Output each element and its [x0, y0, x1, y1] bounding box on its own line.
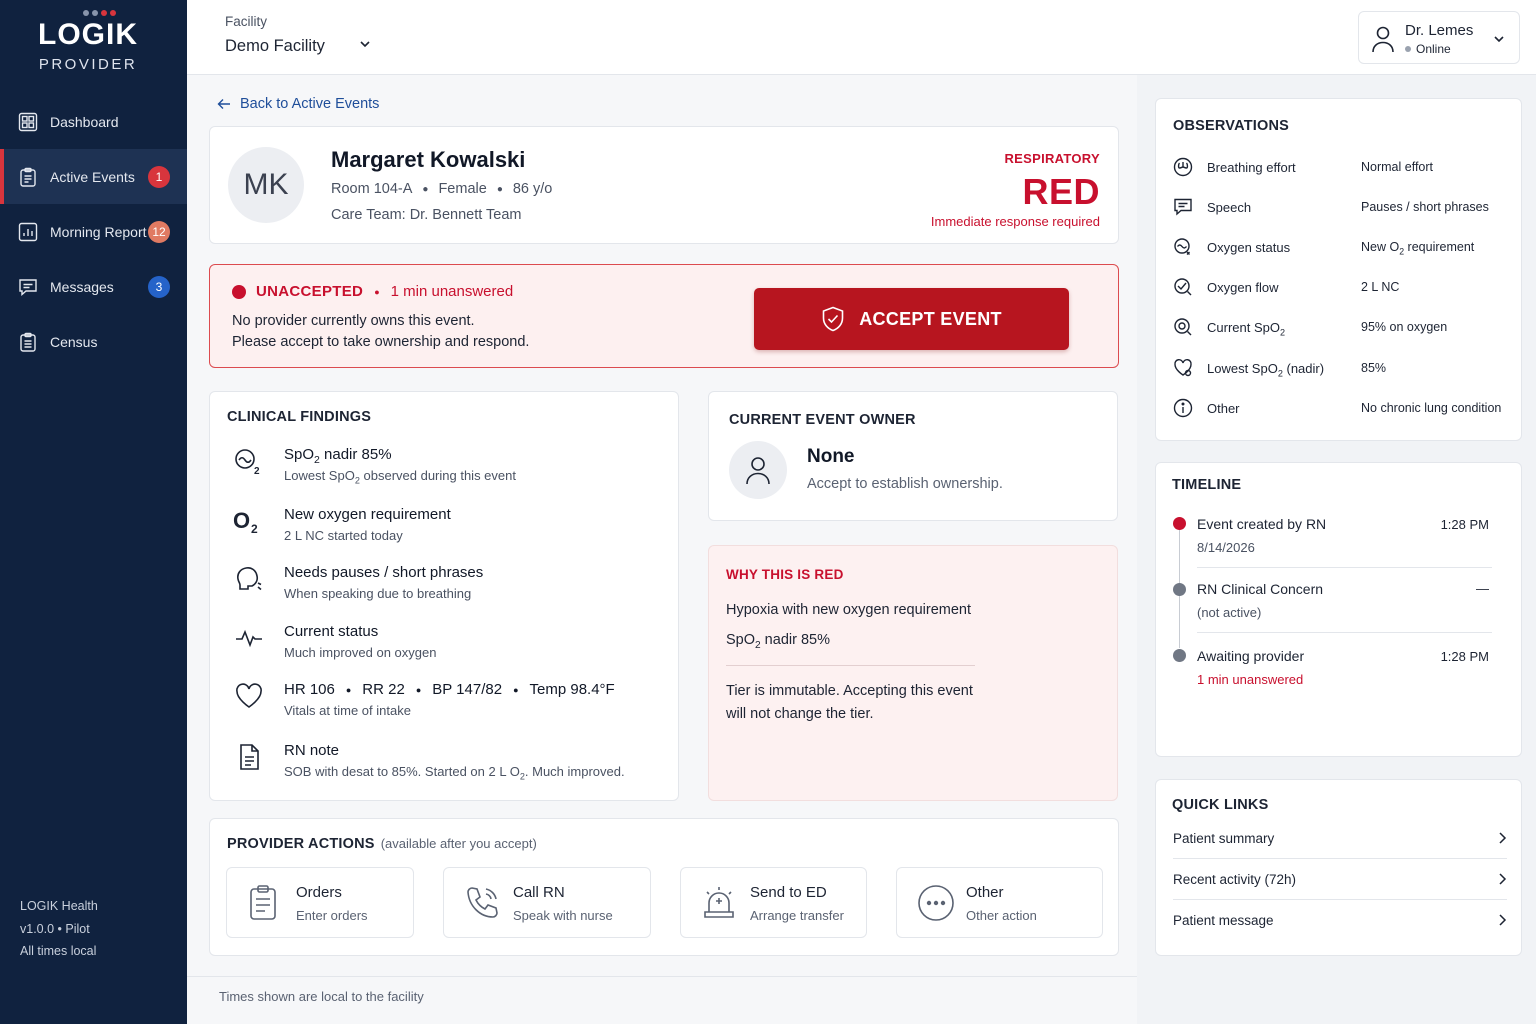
user-name: Dr. Lemes	[1405, 22, 1474, 39]
alert-header: UNACCEPTED ● 1 min unanswered	[232, 283, 513, 300]
divider	[1197, 632, 1492, 633]
owner-sub: Accept to establish ownership.	[807, 476, 1003, 492]
dashboard-icon	[18, 112, 38, 132]
user-icon	[1371, 25, 1395, 53]
action-desc: Enter orders	[296, 908, 368, 923]
finding-sub: Lowest SpO$_2$ observed during this event	[284, 468, 516, 486]
finding-status	[232, 623, 436, 660]
provider-actions-card	[209, 818, 1119, 956]
patient-card	[209, 126, 1119, 244]
finding-title: New oxygen requirement	[284, 506, 451, 523]
facility-select[interactable]: Demo Facility	[225, 37, 325, 55]
vital-rr: RR 22	[362, 681, 405, 698]
alert-status: UNACCEPTED	[256, 283, 364, 300]
user-status	[1405, 42, 1451, 56]
morning-report-badge: 12	[148, 221, 170, 243]
shield-check-icon	[821, 306, 845, 332]
observation-value: New $O_2$ requirement	[1361, 240, 1475, 257]
info-icon	[1173, 398, 1193, 418]
lungs-icon	[1173, 157, 1193, 177]
sidebar-nav	[0, 94, 187, 369]
orders-clipboard-icon	[247, 884, 279, 922]
divider	[1197, 567, 1492, 568]
heart-spo2-icon	[1173, 358, 1193, 378]
vital-temp: Temp 98.4°F	[529, 681, 615, 698]
finding-rn-note	[232, 742, 625, 782]
finding-oxygen	[232, 506, 451, 543]
observation-value: 95% on oxygen	[1361, 320, 1448, 334]
messages-badge: 3	[148, 276, 170, 298]
finding-vitals	[232, 681, 615, 718]
tier-note: Immediate response required	[930, 214, 1100, 229]
finding-sub: Vitals at time of intake	[284, 703, 411, 718]
quick-link-label: Patient summary	[1173, 830, 1275, 846]
timeline-event-sub: 1 min unanswered	[1197, 672, 1304, 687]
finding-sub: Much improved on oxygen	[284, 645, 437, 660]
timeline-card	[1155, 462, 1522, 757]
sidebar-item-label: Dashboard	[50, 113, 119, 130]
patient-room: Room 104-A	[331, 181, 413, 197]
chevron-right-icon	[1497, 913, 1507, 927]
spo2-icon	[232, 446, 266, 480]
arrow-left-icon	[217, 98, 231, 110]
times-note: All times local	[20, 944, 97, 958]
alert-line-1: No provider currently owns this event.	[232, 313, 475, 329]
owner-name: None	[807, 446, 855, 467]
patient-sex: Female	[438, 181, 487, 197]
clinical-findings-title: CLINICAL FINDINGS	[227, 409, 372, 425]
heart-icon	[232, 681, 266, 715]
quick-links-card	[1155, 779, 1522, 956]
finding-sub: 2 L NC started today	[284, 528, 403, 543]
timeline-event-sub: 8/14/2026	[1197, 540, 1255, 555]
page-footer	[187, 976, 1137, 1024]
tier-level: RED	[1022, 171, 1100, 212]
org-name: LOGIK Health	[20, 899, 98, 913]
tier-category: RESPIRATORY	[1004, 151, 1100, 166]
ambulance-siren-icon	[701, 884, 737, 922]
pulse-icon	[232, 623, 266, 657]
oxygen-flow-icon	[1173, 277, 1193, 297]
chevron-right-icon	[1497, 831, 1507, 845]
quick-link-patient-message[interactable]	[1173, 900, 1507, 940]
top-bar	[187, 0, 1536, 75]
finding-title: Needs pauses / short phrases	[284, 564, 484, 581]
finding-title: SpO$_2$ nadir 85%	[284, 446, 392, 466]
observation-value: No chronic lung condition	[1361, 401, 1502, 415]
why-red-note-1: Tier is immutable. Accepting this event	[726, 683, 973, 699]
unaccepted-alert	[209, 264, 1119, 368]
action-desc: Speak with nurse	[513, 908, 613, 923]
finding-title: RN note	[284, 742, 340, 759]
timeline-event-title: Awaiting provider	[1197, 648, 1305, 664]
alert-status-dot	[232, 285, 246, 299]
timeline-dot-gray	[1173, 583, 1186, 596]
facility-label: Facility	[225, 14, 268, 29]
observation-row	[1173, 317, 1518, 337]
vitals-line: HR 106 ● RR 22 ● BP 147/82 ● Temp 98.4°F	[284, 681, 615, 698]
observation-value: 85%	[1361, 361, 1387, 375]
observation-row	[1173, 157, 1518, 177]
observation-value: 2 L NC	[1361, 280, 1400, 294]
logo-word: LOGIK	[38, 18, 138, 51]
timeline-event-time: 1:28 PM	[1440, 649, 1489, 664]
svg-text:2: 2	[251, 522, 258, 536]
sidebar-item-morning-report[interactable]	[0, 204, 187, 259]
clinical-findings-card	[209, 391, 679, 801]
observation-label: Speech	[1207, 199, 1252, 215]
finding-sub: When speaking due to breathing	[284, 586, 472, 601]
patient-care-team: Care Team: Dr. Bennett Team	[331, 207, 522, 223]
action-other[interactable]	[896, 867, 1103, 938]
observation-value: Normal effort	[1361, 160, 1434, 174]
phone-icon	[464, 884, 502, 922]
status-dot	[1405, 46, 1411, 52]
timeline-event-time: 1:28 PM	[1440, 517, 1489, 532]
action-name: Send to ED	[750, 884, 827, 901]
chevron-right-icon	[1497, 872, 1507, 886]
observations-title: OBSERVATIONS	[1173, 118, 1289, 134]
user-icon	[744, 455, 772, 485]
provider-actions-subtitle: (available after you accept)	[380, 836, 537, 851]
patient-avatar: MK	[228, 147, 304, 223]
back-link-label: Back to Active Events	[240, 96, 380, 112]
quick-link-patient-summary[interactable]	[1173, 818, 1507, 858]
why-red-title: WHY THIS IS RED	[726, 567, 844, 582]
user-status-text: Online	[1416, 42, 1451, 56]
current-spo2-icon	[1173, 317, 1193, 337]
provider-actions-title: PROVIDER ACTIONS (available after you accept)	[227, 836, 537, 852]
observation-label: Breathing effort	[1207, 159, 1296, 175]
sidebar-item-label: Messages	[50, 278, 114, 295]
sidebar-item-census[interactable]	[0, 314, 187, 369]
active-events-badge: 1	[148, 166, 170, 188]
clipboard-alert-icon	[18, 167, 38, 187]
action-desc: Arrange transfer	[750, 908, 844, 923]
action-name: Orders	[296, 884, 342, 901]
sidebar-item-messages[interactable]	[0, 259, 187, 314]
app-version: v1.0.0 • Pilot	[20, 921, 90, 936]
speech-head-icon	[232, 564, 266, 598]
user-menu[interactable]	[1358, 11, 1520, 64]
chevron-down-icon	[1492, 32, 1506, 46]
patient-meta: Room 104-A ● Female ● 86 y/o	[331, 181, 553, 197]
vital-hr: HR 106	[284, 681, 335, 698]
logo	[0, 10, 176, 73]
patient-age: 86 y/o	[512, 181, 553, 197]
sidebar-item-label: Morning Report	[50, 223, 147, 240]
quick-link-recent-activity[interactable]	[1173, 859, 1507, 899]
timeline-title: TIMELINE	[1172, 477, 1242, 493]
observation-row	[1173, 277, 1518, 297]
finding-title: Current status	[284, 623, 379, 640]
accept-event-button[interactable]	[754, 288, 1069, 350]
observation-value: Pauses / short phrases	[1361, 200, 1489, 214]
chevron-down-icon[interactable]	[358, 37, 372, 51]
event-owner-card	[708, 391, 1118, 521]
observation-row	[1173, 197, 1518, 217]
timeline-event-title: Event created by RN	[1197, 516, 1327, 532]
sidebar-item-active-events[interactable]	[0, 149, 187, 204]
why-red-reason: Hypoxia with new oxygen requirement	[726, 602, 972, 618]
timeline-event-title: RN Clinical Concern	[1197, 581, 1324, 597]
timeline-dot-gray	[1173, 649, 1186, 662]
finding-sub: SOB with desat to 85%. Started on 2 L $O_2$. Much improved.	[284, 764, 625, 782]
finding-speech	[232, 564, 483, 601]
observation-label: Current SpO$_2$	[1207, 319, 1286, 338]
oxygen-status-icon	[1173, 237, 1193, 257]
action-desc: Other action	[966, 908, 1037, 923]
observation-row	[1173, 398, 1518, 418]
observation-label: Oxygen status	[1207, 239, 1291, 255]
speech-bubble-icon	[1173, 197, 1193, 217]
sidebar-footer	[20, 895, 98, 963]
sidebar-item-label: Active Events	[50, 168, 135, 185]
quick-link-label: Recent activity (72h)	[1173, 871, 1297, 887]
timeline-event-sub: (not active)	[1197, 605, 1262, 620]
quick-link-label: Patient message	[1173, 912, 1274, 928]
report-chart-icon	[18, 222, 38, 242]
logo-subtitle: PROVIDER	[38, 56, 138, 73]
action-call-rn[interactable]	[443, 867, 651, 938]
patient-name: Margaret Kowalski	[331, 147, 526, 172]
observations-card	[1155, 98, 1522, 441]
alert-elapsed: 1 min unanswered	[390, 283, 514, 300]
footer-note: Times shown are local to the facility	[219, 989, 424, 1004]
logo-dots	[22, 10, 176, 18]
vital-bp: BP 147/82	[432, 681, 503, 698]
document-icon	[232, 742, 266, 776]
accept-event-label: ACCEPT EVENT	[859, 308, 1002, 329]
more-dots-icon	[917, 884, 955, 922]
timeline-dot-red	[1173, 517, 1186, 530]
oxygen-o2-icon	[232, 506, 266, 540]
observation-label: Other	[1207, 400, 1240, 416]
census-clipboard-icon	[18, 332, 38, 352]
divider	[726, 665, 975, 666]
event-owner-title: CURRENT EVENT OWNER	[729, 412, 916, 428]
svg-text:O: O	[233, 508, 251, 533]
observation-row	[1173, 358, 1518, 378]
action-send-ed[interactable]	[680, 867, 867, 938]
timeline-event-time: —	[1476, 581, 1489, 596]
owner-avatar	[729, 441, 787, 499]
quick-links-title: QUICK LINKS	[1172, 797, 1269, 813]
observation-row	[1173, 237, 1518, 257]
sidebar-item-dashboard[interactable]	[0, 94, 187, 149]
sidebar-item-label: Census	[50, 333, 98, 350]
action-name: Other	[966, 884, 1004, 901]
why-red-note-2: will not change the tier.	[726, 706, 874, 722]
message-icon	[18, 277, 38, 297]
why-red-spo2: SpO$_2$ nadir 85%	[726, 632, 830, 651]
finding-spo2	[232, 446, 516, 486]
observation-label: Lowest SpO$_2$ (nadir)	[1207, 360, 1325, 379]
observation-label: Oxygen flow	[1207, 279, 1279, 295]
why-red-card	[708, 545, 1118, 801]
action-name: Call RN	[513, 884, 565, 901]
back-link[interactable]	[217, 96, 379, 112]
action-orders[interactable]	[226, 867, 414, 938]
svg-text:2: 2	[254, 466, 260, 476]
alert-line-2: Please accept to take ownership and respond.	[232, 334, 530, 350]
sidebar	[0, 0, 187, 1024]
